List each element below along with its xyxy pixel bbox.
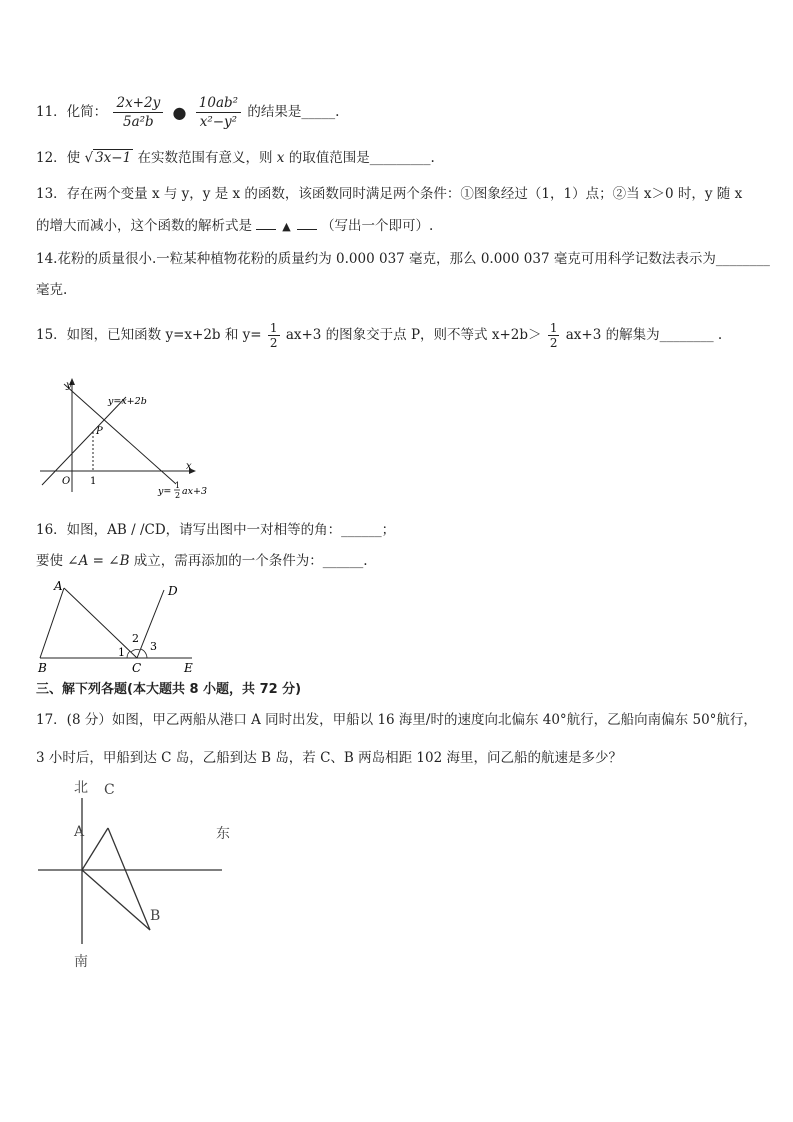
question-14-line-1: 14.花粉的质量很小.一粒某种植物花粉的质量约为 0.000 037 毫克，那么 0.000 037 毫克可用科学记数法表示为________ [36,251,770,267]
figure-15-graph [34,372,224,502]
q15-prefix: 15．如图，已知函数 y=x+2b 和 y= [36,327,262,343]
segment-ab [40,588,64,658]
fig16-angle-1: 1 [118,646,125,659]
fig17-label-north: 北 [74,780,88,796]
figure-17-diagram [34,776,244,972]
angle-3-arc [141,649,147,658]
line-y-x-plus-2b [42,397,126,485]
section-3-heading: 三、解下列各题(本大题共 8 小题，共 72 分) [36,682,302,697]
fig15-line2-label-post: ax+3 [182,486,208,497]
fig16-angle-3: 3 [150,640,157,653]
question-15 [36,321,763,350]
q12-var: x [276,150,285,166]
fig15-line2-label-pre: y= [158,486,172,497]
question-14-line-2: 毫克. [36,282,68,298]
fig17-label-south: 南 [74,954,88,970]
fig15-label-origin: O [62,476,71,487]
fig15-line1-label: y=x+2b [108,396,147,407]
fig16-label-a: A [54,579,63,593]
q11-tail: 的结果是_____. [247,104,340,120]
fig17-label-c: C [104,782,115,798]
q15-half-2 [548,321,560,350]
fig15-line2-label-num: 1 [175,481,181,490]
q11-fraction-1 [113,94,163,131]
q16-line2-post: 成立，需再添加的一个条件为：______. [133,553,368,569]
question-11 [36,94,763,131]
fig16-angle-2: 2 [132,632,139,645]
q13-blank-left [256,215,276,230]
q13-line2-pre: 的增大而减小，这个函数的解析式是 [36,218,252,234]
fig15-line2-label-den: 2 [175,491,181,500]
q16-angle-condition: ∠A = ∠B [67,553,130,569]
q16-line2-pre: 要使 [36,553,63,569]
question-17-line-2: 3 小时后，甲船到达 C 岛，乙船到达 B 岛，若 C、B 两岛相距 102 海里，问乙船的航速是多少？ [36,750,622,766]
question-13-line-1: 13．存在两个变量 x 与 y，y 是 x 的函数，该函数同时满足两个条件：①图象经过（1，1）点；②当 x＞0 时，y 随 x [36,186,743,202]
q15-half-1-den: 2 [269,336,278,350]
q15-half-1 [268,321,280,350]
q13-line2-post: （写出一个即可）. [321,218,434,234]
question-13-line-2 [36,215,763,237]
fig16-label-b: B [38,661,47,674]
q11-f2-numerator: 10ab² [196,94,241,113]
multiply-dot: ● [172,102,187,122]
q15-middle: ax+3 的图象交于点 P，则不等式 x+2b＞ [285,327,542,343]
question-16-line-1: 16．如图，AB / /CD，请写出图中一对相等的角：______； [36,522,396,538]
q11-f1-denominator: 5a²b [123,114,154,130]
fig15-label-p: P [96,426,103,437]
q11-prefix: 11．化简： [36,104,108,120]
q15-half-2-num: 1 [549,321,558,335]
fig15-label-one: 1 [90,476,97,487]
q11-fraction-2 [196,94,241,131]
question-16-line-2 [36,551,763,571]
angle-1-arc [127,651,130,658]
fig15-label-x: x [186,461,192,472]
fig16-label-e: E [184,661,193,674]
fig17-label-east: 东 [216,826,230,842]
question-17-line-1: 17．(8 分）如图，甲乙两船从港口 A 同时出发，甲船以 16 海里/时的速度向北偏东 40°航行，乙船向南偏东 50°航行， [36,712,757,728]
q12-middle: 在实数范围有意义，则 [137,150,273,166]
q15-half-1-num: 1 [269,321,278,335]
q12-sqrt: √ 3x−1 [84,150,132,166]
q15-tail: ax+3 的解集为________ . [565,327,723,343]
q12-tail: 的取值范围是_________. [288,150,435,166]
segment-ac [82,828,108,870]
figure-16-diagram [34,578,204,674]
question-12 [36,148,763,168]
segment-ab [82,870,150,930]
angle-2-arc [131,650,140,652]
q15-half-2-den: 2 [549,336,558,350]
triangle-marker-icon: ▲ [282,220,291,233]
q12-prefix: 12．使 [36,150,81,166]
fig16-label-d: D [168,584,178,598]
fig15-label-y: y [66,380,72,391]
q13-blank-right [297,215,317,230]
fig17-label-b: B [150,908,161,924]
fig16-label-c: C [132,661,142,674]
q11-f1-numerator: 2x+2y [113,94,163,113]
q11-f2-denominator: x²−y² [199,114,238,130]
segment-ac [64,588,137,658]
fig17-label-a: A [74,824,85,840]
segment-cb [108,828,150,930]
q12-radicand: 3x−1 [95,150,132,166]
